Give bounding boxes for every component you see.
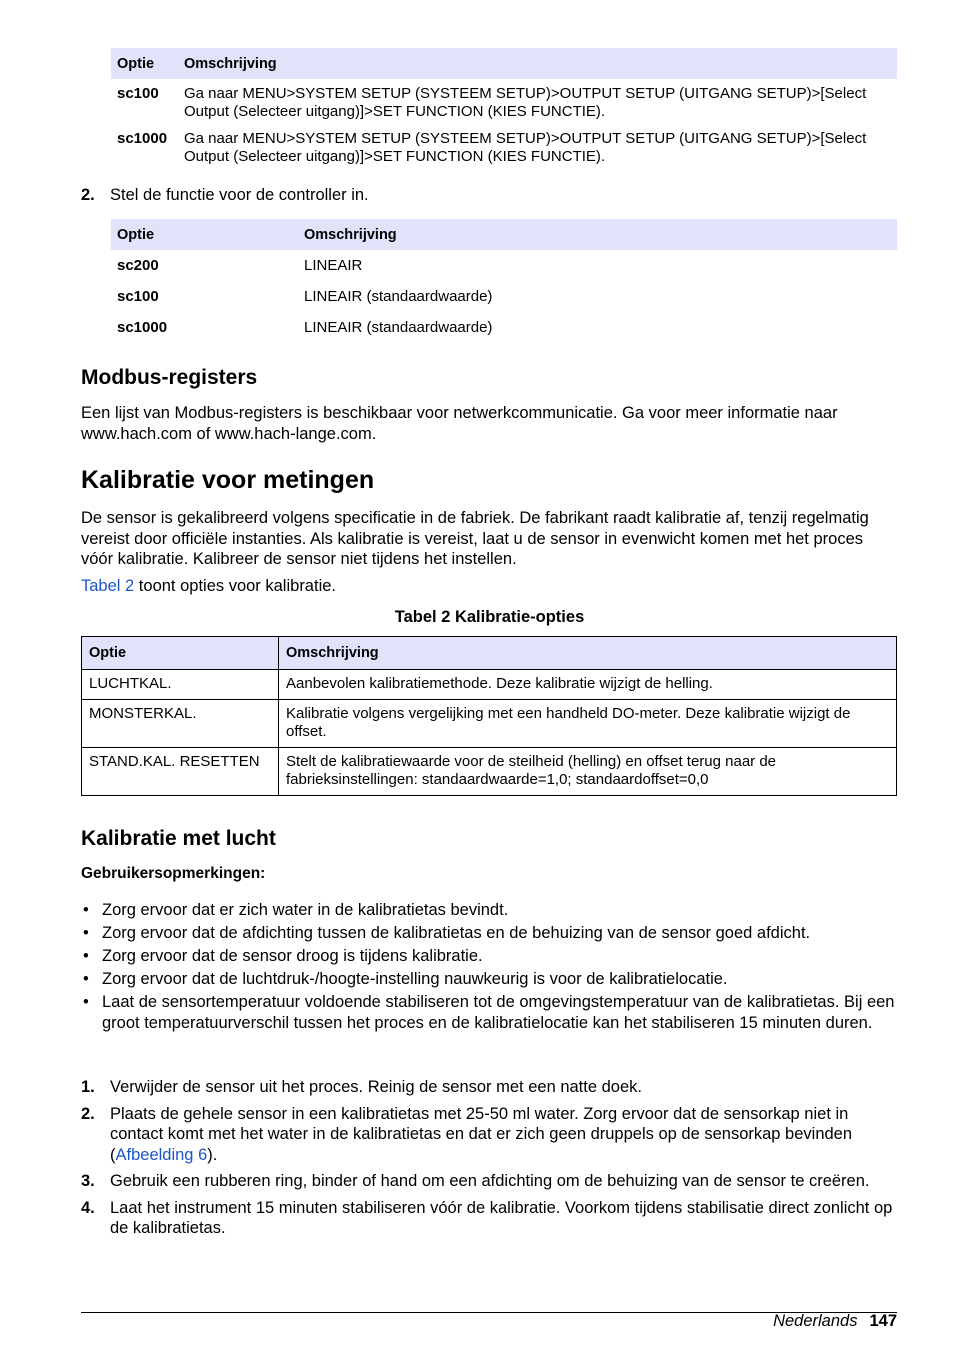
user-notes-list <box>81 900 897 1036</box>
table-header-row <box>82 637 897 670</box>
table-row <box>111 79 897 124</box>
step-2-set-function <box>81 186 369 205</box>
description-cell: Ga naar MENU>SYSTEM SETUP (SYSTEEM SETUP)>OUTPUT SETUP (UITGANG SETUP)>[Select Output (Selecteer uitgang)]>SET FUNCTION (KIES FUNCTIE). <box>184 130 867 165</box>
modbus-heading: Modbus-registers <box>81 366 258 389</box>
description-cell: Aanbevolen kalibratiemethode. Deze kalibratie wijzigt de helling. <box>279 670 897 700</box>
step-text: Stel de functie voor de controller in. <box>110 186 369 204</box>
option-cell: sc100 <box>117 85 159 102</box>
option-cell: sc1000 <box>117 130 168 147</box>
step-text: Gebruik een rubberen ring, binder of hand om een afdichting om de behuizing van de sensor te creëren. <box>110 1172 870 1190</box>
step-text: Plaats de gehele sensor in een kalibratietas met 25-50 ml water. Zorg ervoor dat de sensorkap niet in contact komt met het water in de kalibratietas en dat er zich geen druppels op de sensorkap bevinden ( <box>110 1104 853 1164</box>
table-row <box>111 281 897 312</box>
footer-language: Nederlands <box>773 1312 858 1330</box>
table-row <box>82 670 897 700</box>
list-item: • Laat de sensortemperatuur voldoende stabiliseren tot de omgevingstemperatuur van de kalibratietas. Bij een groot temperatuurverschil tussen het proces en de kalibratielocatie kan het stabiliseren 15 minuten duren. <box>81 992 897 1033</box>
step-number: 2. <box>81 1104 95 1123</box>
table-row <box>111 124 897 169</box>
page-footer <box>773 1312 897 1331</box>
table-row <box>82 700 897 748</box>
step-number: 2. <box>81 186 95 204</box>
step-text: Verwijder de sensor uit het proces. Reinig de sensor met een natte doek. <box>110 1078 642 1096</box>
table-2-caption: Tabel 2 Kalibratie-opties <box>394 608 585 626</box>
option-cell: sc100 <box>117 288 159 305</box>
description-cell: Ga naar MENU>SYSTEM SETUP (SYSTEEM SETUP)>OUTPUT SETUP (UITGANG SETUP)>[Select Output (Selecteer uitgang)]>SET FUNCTION (KIES FUNCTIE). <box>184 85 867 120</box>
table-row <box>111 250 897 281</box>
description-cell: Stelt de kalibratiewaarde voor de steilheid (helling) en offset terug naar de fabrieksinstellingen: standaardwaarde=1,0; standaardoffset=0,0 <box>279 748 897 796</box>
list-item: • Zorg ervoor dat de afdichting tussen de kalibratietas en de behuizing van de sensor goed afdicht. <box>81 923 897 944</box>
table-row <box>111 312 897 343</box>
table-header-row <box>111 219 897 250</box>
list-item: • Zorg ervoor dat de luchtdruk-/hoogte-instelling nauwkeurig is voor de kalibratielocatie. <box>81 969 897 990</box>
column-header-option: Optie <box>82 637 279 670</box>
calibration-paragraph: De sensor is gekalibreerd volgens specificatie in de fabriek. De fabrikant raadt kalibratie af, tenzij regelmatig vereist door officiële instanties. Als kalibratie is vereist, laat u de sensor in evenwicht komen met het proces vóór kalibratie. Kalibreer de sensor niet tijdens het instellen. <box>81 509 869 568</box>
option-cell: STAND.KAL. RESETTEN <box>82 748 279 796</box>
list-item <box>81 1104 897 1166</box>
table-2-link[interactable]: Tabel 2 <box>81 577 135 595</box>
step-number: 3. <box>81 1172 95 1190</box>
modbus-paragraph: Een lijst van Modbus-registers is beschikbaar voor netwerkcommunicatie. Ga voor meer informatie naar www.hach.com of www.hach-lange.com. <box>81 404 838 443</box>
table-row <box>82 748 897 796</box>
option-cell: LUCHTKAL. <box>82 670 279 700</box>
step-number: 1. <box>81 1078 95 1096</box>
page-number: 147 <box>869 1312 897 1330</box>
option-cell: sc200 <box>117 257 159 274</box>
step-number: 4. <box>81 1198 95 1217</box>
column-header-option: Optie <box>111 48 178 79</box>
list-item <box>81 1171 897 1192</box>
description-cell: LINEAIR (standaardwaarde) <box>304 319 493 336</box>
option-cell: MONSTERKAL. <box>82 700 279 748</box>
user-notes-heading: Gebruikersopmerkingen: <box>81 865 266 882</box>
output-setup-table <box>111 48 897 169</box>
table-reference-text: toont opties voor kalibratie. <box>134 577 336 595</box>
option-cell: sc1000 <box>117 319 168 336</box>
step-text: Laat het instrument 15 minuten stabiliseren vóór de kalibratie. Voorkom tijdens stabilisatie direct zonlicht op de kalibratietas. <box>110 1198 893 1237</box>
list-item: • Zorg ervoor dat de sensor droog is tijdens kalibratie. <box>81 946 897 967</box>
list-item <box>81 1198 897 1239</box>
description-cell: Kalibratie volgens vergelijking met een handheld DO-meter. Deze kalibratie wijzigt de offset. <box>279 700 897 748</box>
calibration-heading: Kalibratie voor metingen <box>81 466 375 494</box>
table-reference-line <box>81 576 891 597</box>
column-header-description: Omschrijving <box>279 637 897 670</box>
air-calibration-steps <box>81 1077 897 1245</box>
description-cell: LINEAIR <box>304 257 363 274</box>
step-text-end: ). <box>207 1145 218 1164</box>
list-item <box>81 1077 897 1098</box>
list-item: • Zorg ervoor dat er zich water in de kalibratietas bevindt. <box>81 900 897 921</box>
column-header-option: Optie <box>111 219 298 250</box>
figure-6-link[interactable]: Afbeelding 6 <box>115 1145 208 1164</box>
table-header-row <box>111 48 897 79</box>
air-calibration-heading: Kalibratie met lucht <box>81 827 276 850</box>
description-cell: LINEAIR (standaardwaarde) <box>304 288 493 305</box>
calibration-options-table <box>81 636 897 796</box>
column-header-description: Omschrijving <box>298 219 897 250</box>
column-header-description: Omschrijving <box>178 48 897 79</box>
function-table <box>111 219 897 343</box>
